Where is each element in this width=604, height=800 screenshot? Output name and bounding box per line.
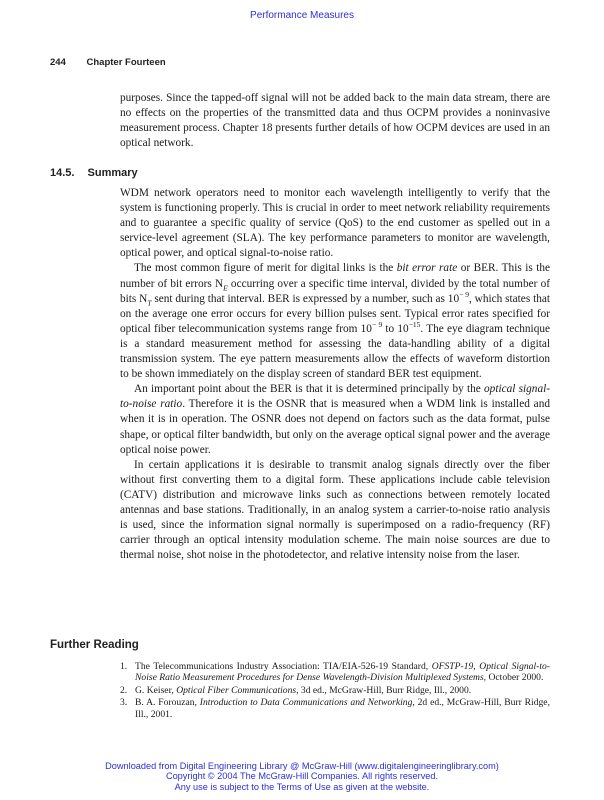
reference-item: 3. B. A. Forouzan, Introduction to Data Communications and Networking, 2d ed., McGraw-Hill, Burr Ridge, Ill., 2001. (120, 697, 550, 720)
reference-item: 2. G. Keiser, Optical Fiber Communications, 3d ed., McGraw-Hill, Burr Ridge, Ill., 2000. (120, 684, 472, 696)
summary-paragraph-2: The most common figure of merit for digital links is the bit error rate or BER. This is the number of bit errors $N_E$ occurring over a specific time interval, divided by the total number of bits $N_T$ sent during that interval. BER is expressed by a number, such as $10^{- 9}$, which states that on the average one error occurs for every billion pulses sent. Typical error rates specified for optical fiber telecommunication systems range from $10^{- 9}$ to $10^{-15}$. The eye diagram technique is a standard measurement method for assessing the data-handling ability of a digital transmission system. The eye pattern measurements allow the effects of waveform distortion to be shown immediately on the display screen of standard BER test equipment. (120, 262, 551, 381)
summary-body (120, 186, 550, 563)
reference-list (120, 661, 550, 721)
footer-notice (0, 761, 604, 792)
summary-paragraph-1: WDM network operators need to monitor each wavelength intelligently to verify that the system is functioning properly. This is crucial in order to meet network reliability requirements and to guarantee a specific quality of service (QoS) to the end customer as spelled out in a service-level agreement (SLA). The key performance parameters to monitor are wavelength, optical power, and optical signal-to-noise ratio. (120, 187, 550, 260)
summary-paragraph-3: An important point about the BER is that it is determined principally by the optical signal-to-noise ratio. Therefore it is the OSNR that is measured when a WDM link is installed and when it is in operation. The OSNR does not depend on factors such as the data format, pulse shape, or optical filter bandwidth, but only on the average optical signal power and the average optical noise power. (120, 383, 550, 456)
footer-download-link[interactable]: Downloaded from Digital Engineering Library @ McGraw-Hill (www.digitalengineeringlibrary.com) (105, 761, 499, 771)
section-title: Summary (87, 167, 138, 179)
section-number: 14.5. (50, 167, 75, 179)
intro-block (120, 91, 550, 151)
page-number: 244 (50, 57, 66, 68)
chapter-title: Chapter Fourteen (86, 57, 166, 68)
summary-paragraph-4: In certain applications it is desirable to transmit analog signals directly over the fiber without first converting them to a digital form. These applications include cable television (CATV) distribution and microwave links such as connections between remotely located antennas and base stations. Traditionally, in an analog system a carrier-to-noise ratio analysis is used, since the information signal normally is superimposed on a radio-frequency (RF) carrier through an optical intensity modulation scheme. The main noise sources are due to thermal noise, shot noise in the photodetector, and relative intensity noise from the laser. (120, 458, 550, 562)
section-heading-summary (50, 167, 138, 179)
reference-item: 1. The Telecommunications Industry Association: TIA/EIA-526-19 Standard, OFSTP-19, Optical Signal-to-Noise Ratio Measurement Procedures for Dense Wavelength-Division Multiplexed Systems, October 2000. (120, 661, 550, 684)
further-reading-heading: Further Reading (50, 639, 139, 651)
footer-copyright: Copyright © 2004 The McGraw-Hill Companies. All rights reserved. (165, 771, 439, 782)
top-banner-link[interactable]: Performance Measures (250, 10, 354, 21)
intro-paragraph: purposes. Since the tapped-off signal will not be added back to the main data stream, there are no effects on the properties of the transmitted data and thus OCPM provides a noninvasive measurement process. Chapter 18 presents further details of how OCPM devices are used in an optical network. (120, 92, 550, 150)
footer-terms-link[interactable]: Any use is subject to the Terms of Use as given at the website. (174, 781, 430, 792)
running-head (50, 57, 166, 68)
